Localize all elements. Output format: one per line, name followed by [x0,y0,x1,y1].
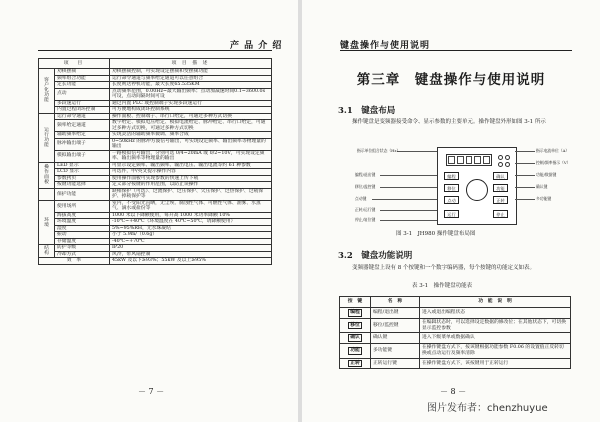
right-header-rule [340,50,572,51]
callout-right-0: 指示电流单位（A） [536,148,570,153]
spec-item-desc: 长度则达停机功能，最大长度65.535KM [110,82,272,89]
callout-left-5: 停止/复位键 [355,217,376,222]
spec-group-label-text: 运行功能 [44,127,49,148]
spec-item-name: 点动 [55,88,110,100]
spec-item-desc: 操作面板、控制端子、串行口给定，可通过多种方式切换 [110,113,272,120]
spec-item-name: 海拔高度 [55,212,110,219]
led-display [446,154,492,166]
table-row [39,88,272,100]
kf-key-label: 正转 [350,359,360,366]
spec-group-label [39,188,55,200]
table-row [39,200,272,212]
callout-left-3: 点动键 [355,196,367,201]
spec-item-name: 频率组合功能 [55,75,110,82]
key-jog[interactable]: 点动 [444,196,459,204]
kf-key-cell [340,333,371,344]
kf-key-name: 移位/监控键 [371,318,420,333]
kf-key-desc: 进入或退出编程状态 [420,308,571,319]
spec-item-name: 冷却方式 [55,251,110,258]
spec-group-label-text: 客户化功能 [44,78,49,104]
spec-item-name: 运行命令通道 [55,113,110,120]
spec-item-desc: 实现灵活的辅助频率微调、频率合成 [110,132,272,139]
spec-item-name: LED 显示 [55,162,110,169]
spec-group-label [39,113,55,162]
spec-item-desc: 室内，不受阳光直晒，无尘埃、腐蚀性气体、可燃性气体、油雾、水蒸气、滴水或盐份等 [110,200,272,212]
left-page-number: － 7 － [138,387,165,396]
section-3-2-text: 变频器键盘上设有 8 个按键和一个数字编码器，每个按键的功能定义如表。 [352,265,535,271]
spec-item-name: 防护等级 [55,245,110,252]
table-row [340,318,571,333]
kf-header-desc: 功 能 说 明 [420,297,571,308]
kf-key-desc: 进入下级菜单或数据确认 [420,333,571,344]
spec-item-desc: 通过内置 PLC 或控制端子实现多段速运行 [110,100,272,107]
spec-item-desc: 5%~95%RH，无水珠凝结 [110,225,272,232]
kf-key-label: 移位 [350,321,360,328]
spec-item-name: 环境温度 [55,219,110,226]
spec-item-desc: IP20 [110,245,272,252]
kf-key-label: 功能 [350,346,360,353]
spec-item-desc: -40℃~+70℃ [110,238,272,245]
spec-item-name: 定长功能 [55,82,110,89]
spec-item-desc: 可显示设定频率、输出频率、输出电压、输出电流等约 61 种参数 [110,162,272,169]
kf-key-cell [340,308,371,319]
kf-key-label: 编程 [350,309,360,315]
spec-efficiency-name: 效 率 [39,258,110,265]
spec-col-header-desc: 项 目 描 述 [110,59,272,69]
key-stop[interactable]: 停止 [493,210,508,218]
table-row [39,258,272,265]
spec-item-name: 辅助频率给定 [55,132,110,139]
kf-key-desc: 在编辑状态时，可以选择设定数据的修改位；在其他状态下，可切换显示监控参数 [420,318,571,333]
spec-group-label [39,245,55,258]
indicator-led-icon [498,155,503,160]
table-row [340,358,571,369]
table-row [340,344,571,359]
spec-item-desc: 风冷，带风扇控制 [110,251,272,258]
table-row [39,188,272,200]
right-page-header: 键盘操作与使用说明 [340,41,431,51]
left-page-header: 产 品 介 绍 [230,41,283,51]
spec-group-label [39,200,55,245]
spec-item-name: 频率给定通道 [55,120,110,132]
spec-item-name: 模拟输出端子 [55,150,110,162]
spec-item-name: 存储温度 [55,238,110,245]
section-3-2-title: 3.2 键盘功能说明 [338,251,413,261]
spec-item-desc: 可方便地构成闭环控制系统 [110,107,272,114]
spec-item-desc: 劝棋摆频控制，可实现设定摆频和变摆频功能 [110,69,272,76]
kf-key-name: 多功能键 [371,344,420,359]
kf-key-cell [340,344,371,359]
keypad-figure [437,147,517,225]
spec-item-desc: 定义部分按键的作用范围，以防止误操作 [110,182,272,189]
section-3-1-text: 操作键盘是变频器接受命令、显示参数的主要单元。操作键盘外形如图 3-1 所示 [352,119,546,125]
key-shift[interactable]: 移位 [444,184,459,192]
spec-group-label-text: 环境 [44,217,49,228]
key-forward[interactable]: 正转 [493,196,508,204]
callout-left-2: 移位/监控键 [355,184,376,189]
spec-group-label-text: 结构 [44,246,49,257]
spec-table [38,58,272,265]
spec-item-desc: 0~50kHz 的脉冲方波信号输出，可实现设定频率、输出频率等物理量的输出 [110,138,272,150]
right-page-number: － 8 － [440,387,467,396]
spec-group-label-text: 操作面板 [44,165,49,186]
figure-caption: 图 3-1 JH980 操作键盘布局图 [396,231,476,237]
key-function[interactable]: 功能 [493,184,508,192]
kf-key-cell [340,358,371,369]
kf-key-desc: 在操作键盘方式下，按该键根据功能参数 F0.06 的设置值正反转切换或点动运行及频率清除 [420,344,571,359]
kf-header-name: 名 称 [371,297,420,308]
callout-right-1: 控制/频率指示（V） [536,160,571,165]
table-caption: 表 3-1 操作键盘功能表 [412,283,473,289]
key-function-table [339,296,571,369]
key-confirm[interactable]: 确认 [493,172,508,180]
kf-key-desc: 在操作键盘方式下，该按键用于正转运行 [420,358,571,369]
spec-item-desc: 一路模拟信号输出，分别可选 0/4~20mA 或 0/2~10V，可实现设定频率、输出频率等物理量的输出 [110,150,272,162]
callout-right-2: 功能/数据键 [536,172,557,177]
spec-efficiency-desc: 45kW 及以下≥93%；55kW 及以上≥95% [110,258,272,265]
callout-left-4: 正转/运行键 [355,207,376,212]
spec-item-name: 多段速运行 [55,100,110,107]
spec-item-name: 保护功能 [55,188,110,200]
spec-col-header-item: 项 目 [39,59,110,69]
spec-item-name: LCD 显示 [55,169,110,176]
table-row [39,150,272,162]
indicator-led-icon [498,162,503,167]
indicator-led-icon [505,162,510,167]
spec-item-desc: 1000 米以下降额使用，每升高 1000 米功率降额 10% [110,212,272,219]
spec-item-desc: 缺相保护（可选）、过流保护、过压保护、欠压保护、过热保护、过载保护、掉载保护等 [110,188,272,200]
kf-key-label: 确认 [350,334,360,341]
spec-item-desc: -10℃~+40℃（环境温度在 40℃~50℃，请降额使用） [110,219,272,226]
section-3-1-title: 3.1 键盘布局 [338,106,396,116]
spec-item-desc: 运行命令通道与频率给定通道可以任意组合 [110,75,272,82]
spec-item-desc: 小于 5.9m/（0.6g） [110,232,272,239]
spec-item-desc: 点动频率范围，0.00Hz~最大输出频率；点动加减速时间0.1~3600.0s 可设，点动间隔时间可设 [110,88,272,100]
spec-item-name: 使用场所 [55,200,110,212]
spec-item-desc: 可选件，中/英文提示操作内容 [110,169,272,176]
kf-key-name: 编程/退出键 [371,308,420,319]
spec-group-label [39,162,55,188]
callout-right-4: 多功能键 [536,196,552,201]
table-row [39,162,272,169]
watermark: 图片发布者：chenzhuyue [427,403,548,414]
indicator-led-icon [505,155,510,160]
callout-left-0: 指示单位组合状态（Hz） [357,148,401,153]
spec-item-desc: 数字给定、模拟电压给定、模拟电流给定、脉冲给定、串行口给定，可通过多种方式切换，可通过多种方式切换 [110,120,272,132]
spec-item-name: 劝棋摆频 [55,69,110,76]
digital-encoder-knob-icon[interactable] [466,179,488,201]
table-row [340,308,571,319]
left-header-rule [38,50,272,51]
spec-item-desc: 使用操作面板可实现参数的快速上传下载 [110,175,272,182]
spec-item-name: 湿度 [55,225,110,232]
spec-item-name: 脉冲输出端子 [55,138,110,150]
spec-item-name: 参数拷贝 [55,175,110,182]
kf-key-name: 确认键 [371,333,420,344]
chapter-title: 第三章 键盘操作与使用说明 [356,72,546,88]
spec-item-name: 振动 [55,232,110,239]
table-row [39,138,272,150]
table-row [340,333,571,344]
key-program[interactable]: 编程 [444,172,459,180]
callout-right-3: 确认键 [536,184,548,189]
spec-group-label [39,69,55,114]
table-row [39,120,272,132]
kf-key-name: 正转运行键 [371,358,420,369]
kf-header-key: 按 键 [340,297,371,308]
key-run[interactable]: 运行 [444,210,459,218]
callout-left-1: 编程/退出键 [355,172,376,177]
kf-key-cell [340,318,371,333]
spec-item-name: 按键功能选择 [55,182,110,189]
spec-item-name: 内置过程闭环控制 [55,107,110,114]
